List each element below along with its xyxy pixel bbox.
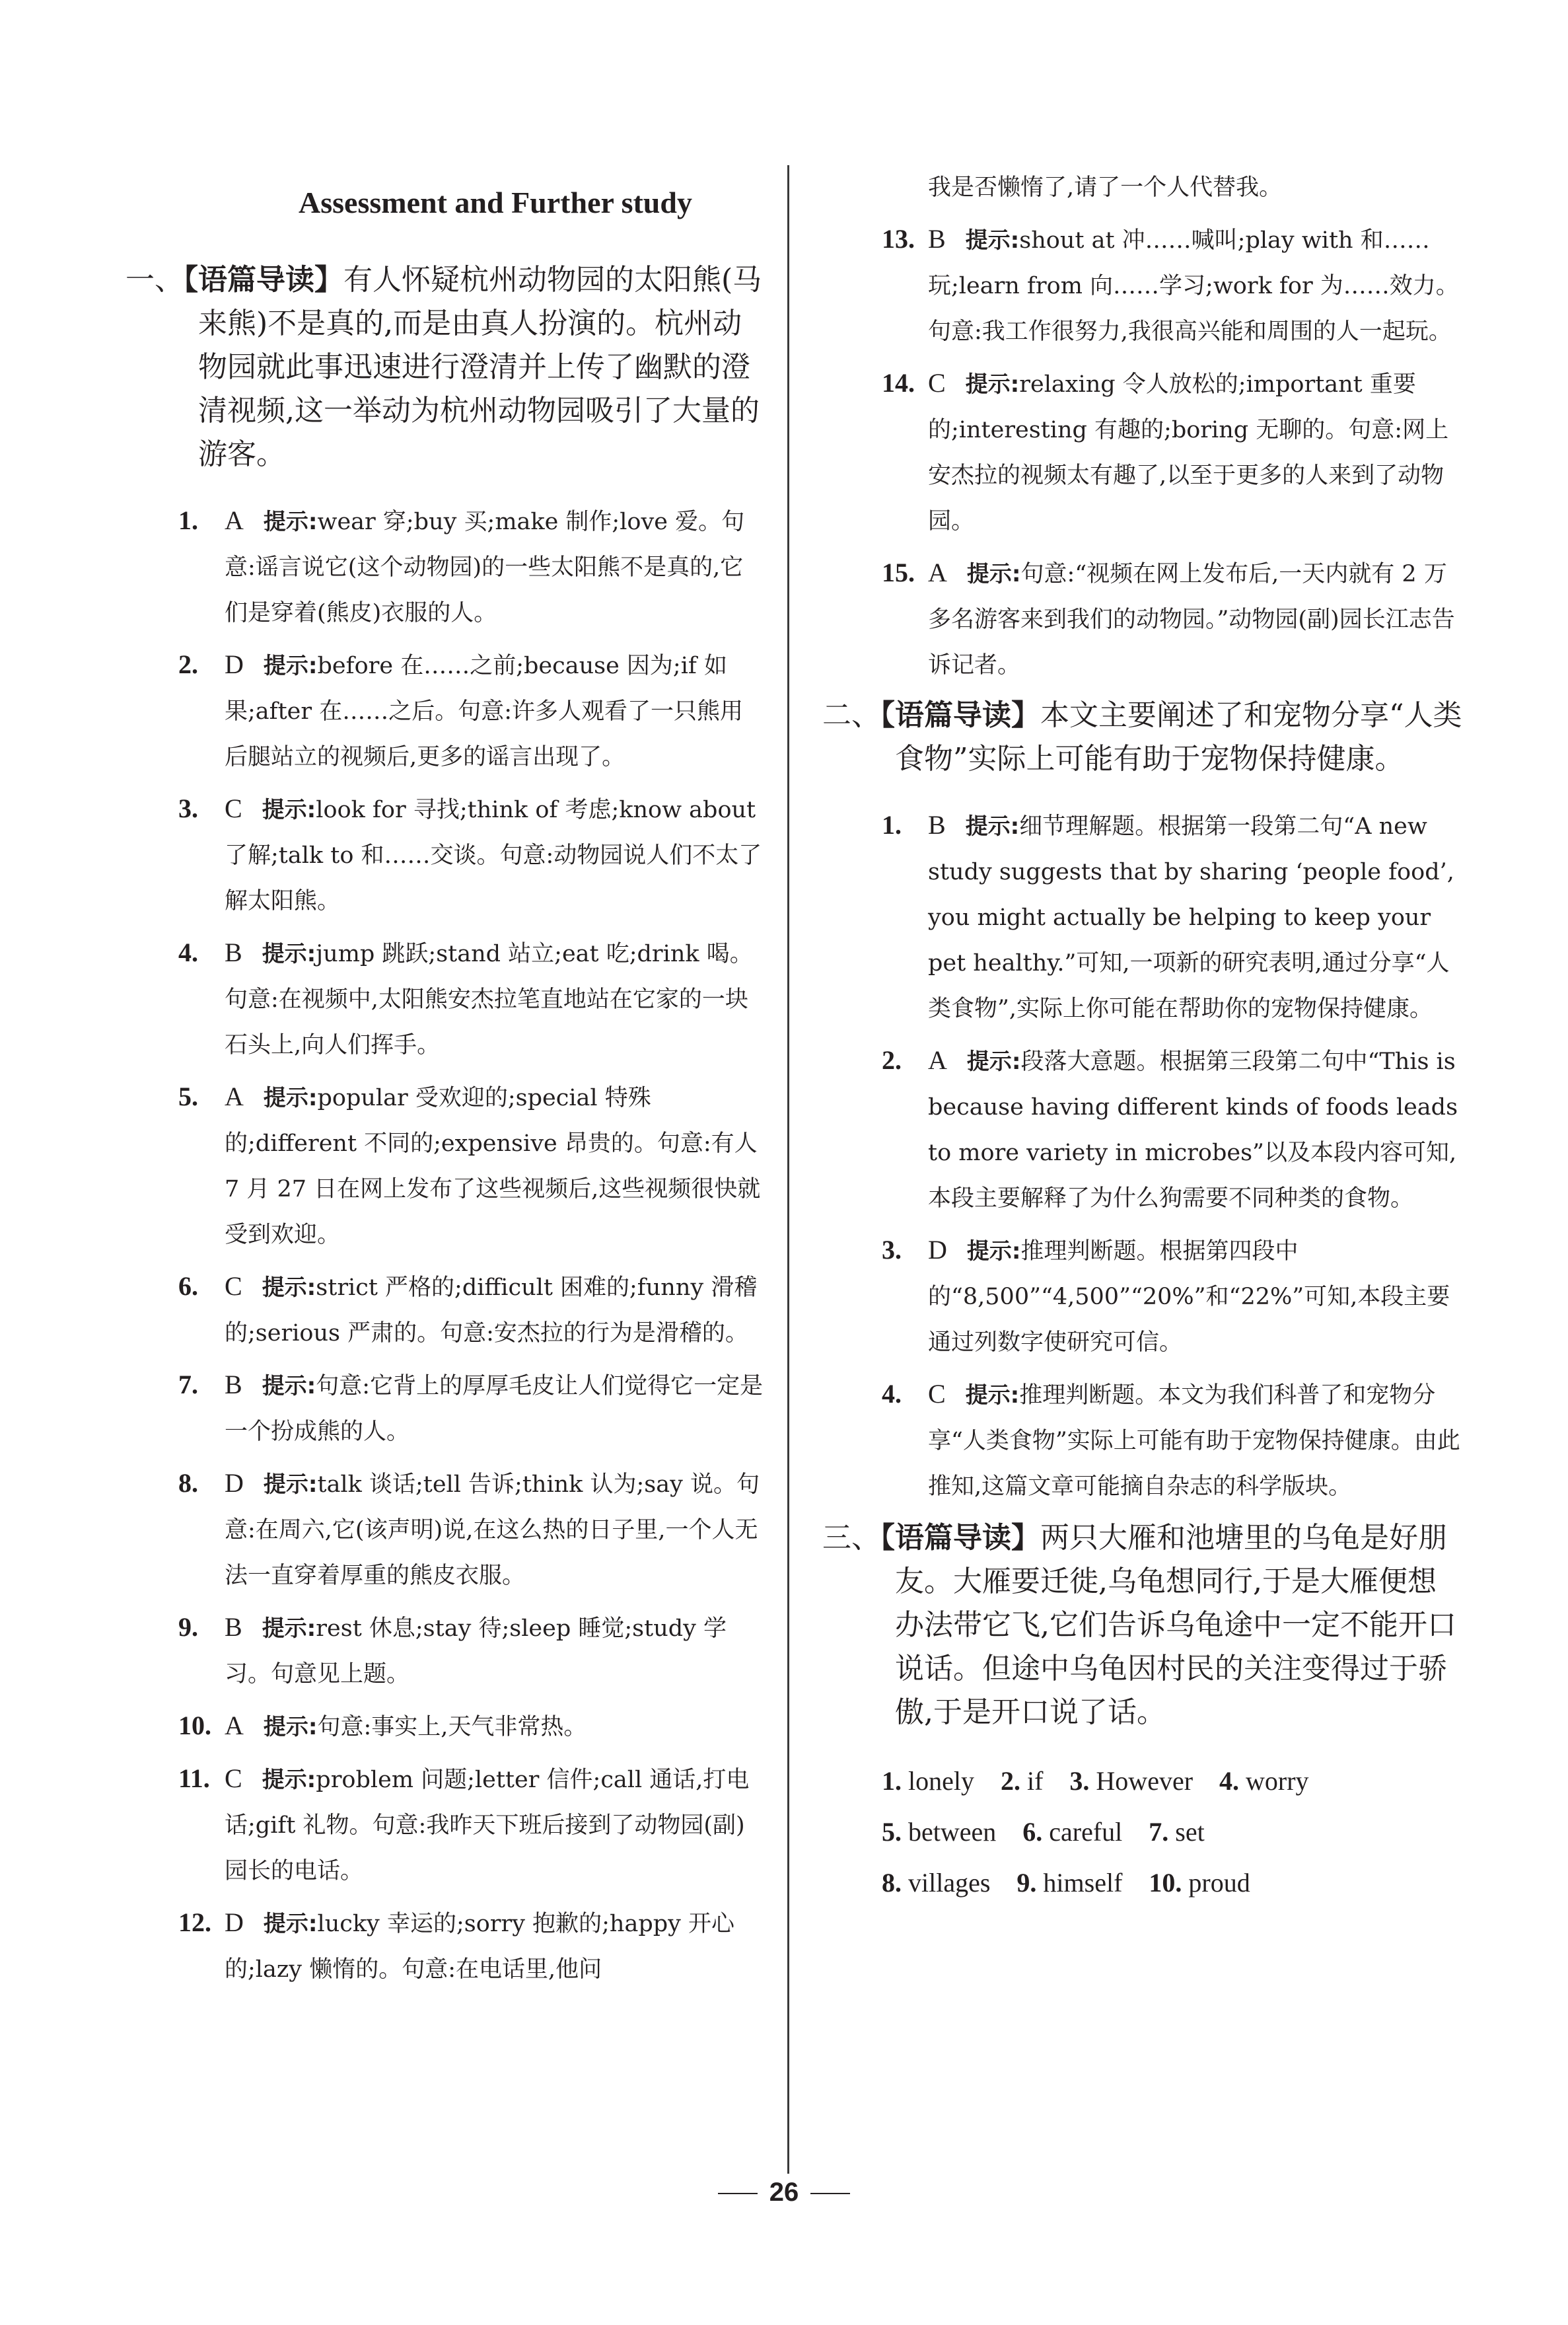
hint-label: 提示: (262, 941, 316, 967)
item-number: 3. (882, 1235, 902, 1265)
fill-word: set (1175, 1817, 1205, 1847)
hint-label: 提示: (966, 1238, 1021, 1265)
answer-letter: B (928, 224, 946, 254)
hint-text: 推理判断题。本文为我们科普了和宠物分享“人类食物”实际上可能有助于宠物保持健康。由此推知,这篇文章可能摘自杂志的科学版块。 (928, 1382, 1460, 1500)
fill-number: 7. (1149, 1817, 1169, 1847)
answer-item (125, 1263, 766, 1356)
right-answer-list-1 (829, 216, 1463, 688)
page-number (0, 2178, 1568, 2207)
hint-text: 段落大意题。根据第三段第二句中“This is because having different kinds of foods leads to more variety in microbes”以及本段内容可知,本段主要解释了为什么狗需要不同种类的食物。 (928, 1049, 1458, 1212)
hint-text: 句意:事实上,天气非常热。 (317, 1714, 587, 1740)
item-number: 9. (178, 1612, 198, 1642)
answer-letter: B (225, 1370, 242, 1399)
page-number-dash-left (718, 2193, 758, 2194)
item-number: 7. (178, 1370, 198, 1399)
answer-item (829, 802, 1463, 1032)
answer-item (125, 1362, 766, 1455)
right-column (822, 165, 1463, 1908)
hint-text: look for 寻找;think of 考虑;know about 了解;talk to 和……交谈。句意:动物园说人们不太了解太阳熊。 (225, 797, 762, 914)
answer-letter: A (225, 505, 244, 535)
section-text: 两只大雁和池塘里的乌龟是好朋友。大雁要迁徙,乌龟想同行,于是大雁便想办法带它飞,它们告诉乌龟途中一定不能开口说话。但途中乌龟因村民的关注变得过于骄傲,于是开口说了话。 (895, 1521, 1456, 1729)
answer-letter: D (928, 1235, 947, 1265)
hint-text: problem 问题;letter 信件;call 通话,打电话;gift 礼物。句意:我昨天下班后接到了动物园(副)园长的电话。 (225, 1767, 750, 1884)
fill-word: lonely (908, 1766, 974, 1796)
section-number: 二、 (822, 698, 880, 732)
hint-text: strict 严格的;difficult 困难的;funny 滑稽的;serious 严肃的。句意:安杰拉的行为是滑稽的。 (225, 1274, 758, 1347)
fill-answer (1149, 1857, 1250, 1908)
fill-word: himself (1043, 1868, 1123, 1898)
section-number: 三、 (822, 1521, 880, 1555)
hint-text: 句意:“视频在网上发布后,一天内就有 2 万多名游客来到我们的动物园。”动物园(副)园长江志告诉记者。 (928, 561, 1455, 679)
item-number: 13. (882, 224, 915, 254)
section-text: 本文主要阐述了和宠物分享“人类食物”实际上可能有助于宠物保持健康。 (895, 698, 1462, 776)
section-tag: 【语篇导读】 (184, 263, 343, 297)
item-number: 8. (178, 1468, 198, 1498)
answer-letter: B (225, 1612, 242, 1642)
section-2-intro (822, 694, 1463, 781)
answer-item (829, 1037, 1463, 1222)
item-number: 11. (178, 1763, 210, 1793)
item-number: 14. (882, 368, 915, 398)
hint-label: 提示: (965, 371, 1020, 398)
hint-text: 推理判断题。根据第四段中的“8,500”“4,500”“20%”和“22%”可知,本段主要通过列数字使研究可信。 (928, 1238, 1450, 1356)
answer-letter: C (928, 1379, 946, 1409)
right-answer-list-2 (829, 802, 1463, 1510)
answer-letter: B (928, 810, 946, 840)
answer-item (125, 1755, 766, 1894)
hint-label: 提示: (263, 653, 318, 679)
answer-letter: D (225, 649, 244, 679)
answer-letter: C (225, 1763, 242, 1793)
hint-label: 提示: (965, 1382, 1020, 1409)
item-number: 1. (178, 505, 198, 535)
answer-letter: A (928, 1045, 947, 1075)
answer-item (125, 1604, 766, 1697)
hint-text: relaxing 令人放松的;important 重要的;interesting 有趣的;boring 无聊的。句意:网上安杰拉的视频太有趣了,以至于更多的人来到了动物园。 (928, 371, 1449, 535)
fill-row (829, 1755, 1463, 1806)
section-tag: 【语篇导读】 (880, 698, 1040, 732)
hint-text: 句意:它背上的厚厚毛皮让人们觉得它一定是一个扮成熊的人。 (225, 1373, 764, 1445)
hint-label: 提示: (965, 227, 1020, 254)
fill-number: 9. (1016, 1868, 1037, 1898)
fill-word: However (1096, 1766, 1194, 1796)
answer-letter: A (225, 1711, 244, 1740)
answer-letter: C (225, 793, 242, 823)
answer-item (829, 216, 1463, 355)
answer-letter: B (225, 938, 242, 967)
hint-text: popular 受欢迎的;special 特殊的;different 不同的;expensive 昂贵的。句意:有人 7 月 27 日在网上发布了这些视频后,这些视频很快就受到欢迎。 (225, 1085, 761, 1248)
fill-answer (1219, 1755, 1309, 1806)
item-number: 12. (178, 1907, 211, 1937)
hint-label: 提示: (965, 813, 1020, 840)
hint-label: 提示: (263, 1911, 318, 1937)
answer-letter: A (928, 558, 947, 587)
fill-number: 1. (882, 1766, 902, 1796)
answer-item (125, 1460, 766, 1599)
hint-label: 提示: (263, 509, 318, 535)
left-answer-list (125, 498, 766, 1993)
fill-answer (1016, 1857, 1122, 1908)
hint-text: wear 穿;buy 买;make 制作;love 爱。句意:谣言说它(这个动物园)的一些太阳熊不是真的,它们是穿着(熊皮)衣服的人。 (225, 509, 745, 626)
page-number-dash-right (810, 2193, 850, 2194)
hint-text: talk 谈话;tell 告诉;think 认为;say 说。句意:在周六,它(该声明)说,在这么热的日子里,一个人无法一直穿着厚重的熊皮衣服。 (225, 1471, 760, 1589)
hint-text: 细节理解题。根据第一段第二句“A new study suggests that by sharing ‘people food’, you might actually be helping to keep your pet healthy.”可知,一项新的研究表明,通过分享“人类食物”,实际上你可能在帮助你的宠物保持健康。 (928, 813, 1454, 1022)
hint-label: 提示: (262, 1615, 316, 1642)
hint-text: lucky 幸运的;sorry 抱歉的;happy 开心的;lazy 懒惰的。句意:在电话里,他问 (225, 1911, 735, 1983)
hint-text: shout at 冲……喊叫;play with 和……玩;learn from 向……学习;work for 为……效力。句意:我工作很努力,我很高兴能和周围的人一起玩。 (928, 227, 1459, 345)
item-number: 3. (178, 793, 198, 823)
section-text: 有人怀疑杭州动物园的太阳熊(马来熊)不是真的,而是由真人扮演的。杭州动物园就此事迅速进行澄清并上传了幽默的澄清视频,这一举动为杭州动物园吸引了大量的游客。 (198, 263, 762, 471)
hint-text: jump 跳跃;stand 站立;eat 吃;drink 喝。句意:在视频中,太阳熊安杰拉笔直地站在它家的一块石头上,向人们挥手。 (225, 941, 753, 1058)
answer-item (125, 786, 766, 924)
fill-number: 3. (1069, 1766, 1090, 1796)
item-number: 6. (178, 1271, 198, 1301)
fill-word: if (1026, 1766, 1044, 1796)
item-number: 2. (178, 649, 198, 679)
hint-label: 提示: (966, 561, 1021, 587)
fill-row (829, 1806, 1463, 1857)
answer-item (125, 930, 766, 1068)
answer-letter: D (225, 1468, 244, 1498)
answer-item (125, 498, 766, 636)
fill-answer (1001, 1755, 1043, 1806)
answer-item (125, 1703, 766, 1750)
fill-answer (1149, 1806, 1204, 1857)
section-tag: 【语篇导读】 (880, 1521, 1040, 1555)
hint-label: 提示: (262, 797, 316, 823)
section-3-intro (822, 1516, 1463, 1734)
fill-word: worry (1246, 1766, 1309, 1796)
item-number: 1. (882, 810, 902, 840)
hint-label: 提示: (966, 1049, 1021, 1075)
item-number: 2. (882, 1045, 902, 1075)
fill-word: between (908, 1817, 997, 1847)
fill-number: 6. (1022, 1817, 1043, 1847)
fill-in-answers (829, 1755, 1463, 1908)
fill-answer (882, 1755, 974, 1806)
answer-letter: A (225, 1082, 244, 1111)
fill-number: 2. (1000, 1766, 1020, 1796)
hint-label: 提示: (262, 1373, 316, 1399)
item-12-continuation: 我是否懒惰了,请了一个人代替我。 (928, 174, 1283, 201)
answer-item (829, 1227, 1463, 1366)
fill-answer (882, 1857, 990, 1908)
hint-label: 提示: (263, 1714, 318, 1740)
item-number: 15. (882, 558, 915, 587)
fill-number: 10. (1149, 1868, 1182, 1898)
answer-item (125, 1900, 766, 1993)
fill-number: 8. (882, 1868, 902, 1898)
item-number: 4. (178, 938, 198, 967)
hint-label: 提示: (262, 1767, 316, 1793)
hint-label: 提示: (262, 1274, 316, 1301)
fill-number: 4. (1219, 1766, 1240, 1796)
fill-answer (1022, 1806, 1122, 1857)
page-title: Assessment and Further study (299, 186, 692, 219)
answer-item (125, 1074, 766, 1258)
page-number-text: 26 (769, 2178, 799, 2207)
fill-word: villages (908, 1868, 991, 1898)
answer-letter: D (225, 1907, 244, 1937)
item-number: 5. (178, 1082, 198, 1111)
fill-row (829, 1857, 1463, 1908)
fill-number: 5. (882, 1817, 902, 1847)
hint-label: 提示: (263, 1085, 318, 1111)
answer-item (125, 642, 766, 780)
fill-answer (1069, 1755, 1193, 1806)
hint-text: rest 休息;stay 待;sleep 睡觉;study 学习。句意见上题。 (225, 1615, 727, 1687)
fill-answer (882, 1806, 996, 1857)
answer-item (829, 360, 1463, 544)
answer-letter: C (928, 368, 946, 398)
answer-item (829, 550, 1463, 688)
section-number: 一、 (125, 263, 184, 297)
hint-text: before 在……之前;because 因为;if 如果;after 在……之后。句意:许多人观看了一只熊用后腿站立的视频后,更多的谣言出现了。 (225, 653, 744, 770)
hint-label: 提示: (263, 1471, 318, 1498)
answer-letter: C (225, 1271, 242, 1301)
column-divider (787, 165, 789, 2174)
item-number: 4. (882, 1379, 902, 1409)
fill-word: proud (1188, 1868, 1250, 1898)
item-number: 10. (178, 1711, 211, 1740)
fill-word: careful (1049, 1817, 1123, 1847)
answer-item (829, 1371, 1463, 1510)
left-column (125, 185, 766, 1998)
section-1-intro (125, 258, 766, 476)
